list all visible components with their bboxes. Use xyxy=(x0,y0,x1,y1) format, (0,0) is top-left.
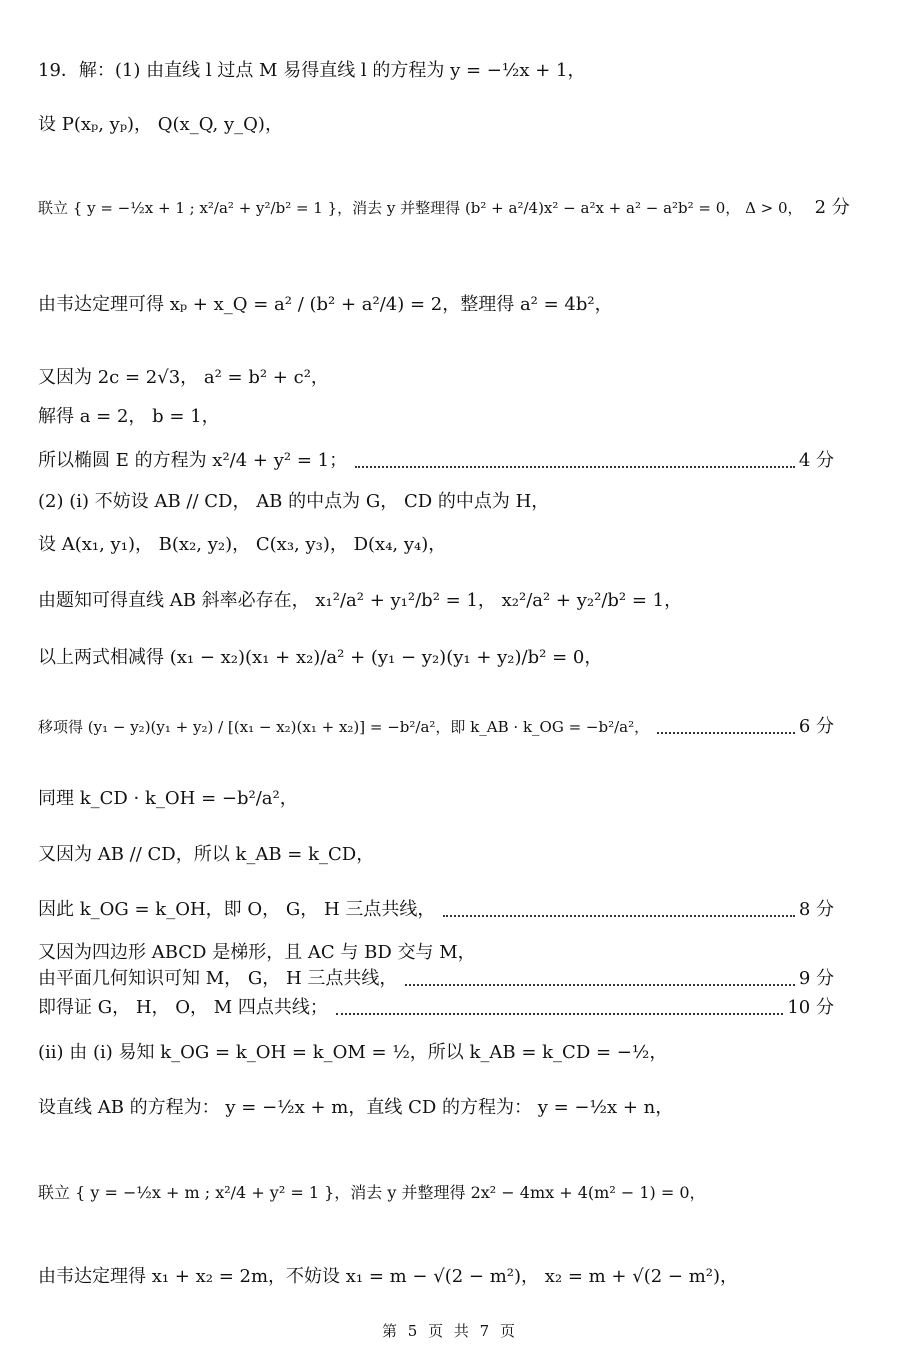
page-footer: 第 5 页 共 7 页 xyxy=(382,1322,518,1340)
dot-leader xyxy=(336,1013,783,1015)
dot-leader xyxy=(443,915,794,917)
solution-line xyxy=(38,1180,834,1206)
solution-text: 设直线 AB 的方程为： y = −½x + m，直线 CD 的方程为： y = −½x + n， xyxy=(38,1097,674,1118)
score-mark: 2 分 xyxy=(814,197,850,218)
solution-text: 以上两式相减得 (x₁ − x₂)(x₁ + x₂)/a² + (y₁ − y₂)(y₁ + y₂)/b² = 0， xyxy=(38,647,603,668)
dot-leader xyxy=(405,984,794,986)
solution-line xyxy=(38,404,834,430)
solution-text: 移项得 (y₁ − y₂)(y₁ + y₂) / [(x₁ − x₂)(x₁ + x₂)] = −b²/a²，即 k_AB · k_OG = −b²/a²， xyxy=(38,718,650,736)
solution-text: 即得证 G， H， O， M 四点共线； xyxy=(38,997,328,1018)
solution-text: 同理 k_CD · k_OH = −b²/a²， xyxy=(38,788,298,809)
solution-text: 又因为 2c = 2√3， a² = b² + c²， xyxy=(38,367,329,388)
solution-line xyxy=(38,532,834,558)
score-mark: 9 分 xyxy=(798,968,834,989)
solution-text: 又因为 AB // CD，所以 k_AB = k_CD， xyxy=(38,844,375,865)
score-mark: 10 分 xyxy=(787,997,834,1018)
solution-line xyxy=(38,112,834,138)
solution-text: 19．解：(1) 由直线 l 过点 M 易得直线 l 的方程为 y = −½x + 1， xyxy=(38,60,586,81)
solution-line xyxy=(38,1040,834,1066)
solution-line xyxy=(38,365,834,391)
solution-text: 由韦达定理得 x₁ + x₂ = 2m，不妨设 x₁ = m − √(2 − m²)， x₂ = m + √(2 − m²)， xyxy=(38,1266,738,1287)
solution-line xyxy=(38,1095,834,1121)
solution-line xyxy=(38,448,834,474)
score-mark: 4 分 xyxy=(798,450,834,471)
solution-line xyxy=(38,966,834,992)
solution-line xyxy=(38,897,834,923)
score-mark: 8 分 xyxy=(798,899,834,920)
solution-line xyxy=(38,714,834,740)
dot-leader xyxy=(355,466,795,468)
solution-text: (ii) 由 (i) 易知 k_OG = k_OH = k_OM = ½，所以 k_AB = k_CD = −½， xyxy=(38,1042,668,1063)
solution-text: 由平面几何知识可知 M， G， H 三点共线， xyxy=(38,968,398,989)
score-mark: 6 分 xyxy=(798,716,834,737)
solution-line xyxy=(38,995,834,1021)
solution-text: 设 P(xₚ, yₚ)， Q(x_Q, y_Q)， xyxy=(38,114,283,135)
solution-text: 所以椭圆 E 的方程为 x²/4 + y² = 1； xyxy=(38,450,348,471)
solution-line xyxy=(38,842,834,868)
solution-text: 因此 k_OG = k_OH，即 O， G， H 三点共线， xyxy=(38,899,436,920)
solution-line xyxy=(38,489,834,515)
solution-line xyxy=(38,195,850,221)
solution-text: 由题知可得直线 AB 斜率必存在， x₁²/a² + y₁²/b² = 1， x₂²/a² + y₂²/b² = 1， xyxy=(38,590,683,611)
solution-text: 由韦达定理可得 xₚ + x_Q = a² / (b² + a²/4) = 2，整理得 a² = 4b²， xyxy=(38,294,613,315)
solution-line xyxy=(38,786,834,812)
solution-text: 又因为四边形 ABCD 是梯形，且 AC 与 BD 交与 M， xyxy=(38,942,476,963)
solution-line xyxy=(38,292,834,318)
dot-leader xyxy=(657,732,795,734)
solution-text: 联立 { y = −½x + 1 ; x²/a² + y²/b² = 1 }，消去 y 并整理得 (b² + a²/4)x² − a²x + a² − a²b² = 0， Δ > 0， xyxy=(38,199,803,217)
solution-text: (2) (i) 不妨设 AB // CD， AB 的中点为 G， CD 的中点为 H， xyxy=(38,491,550,512)
solution-text: 解得 a = 2， b = 1， xyxy=(38,406,220,427)
solution-line xyxy=(38,645,834,671)
solution-text: 设 A(x₁, y₁)， B(x₂, y₂)， C(x₃, y₃)， D(x₄, y₄)， xyxy=(38,534,447,555)
solution-line xyxy=(38,58,834,84)
solution-text: 联立 { y = −½x + m ; x²/4 + y² = 1 }，消去 y 并整理得 2x² − 4mx + 4(m² − 1) = 0， xyxy=(38,1183,706,1202)
solution-line xyxy=(38,588,834,614)
solution-line xyxy=(38,940,834,966)
solution-line xyxy=(38,1264,834,1290)
